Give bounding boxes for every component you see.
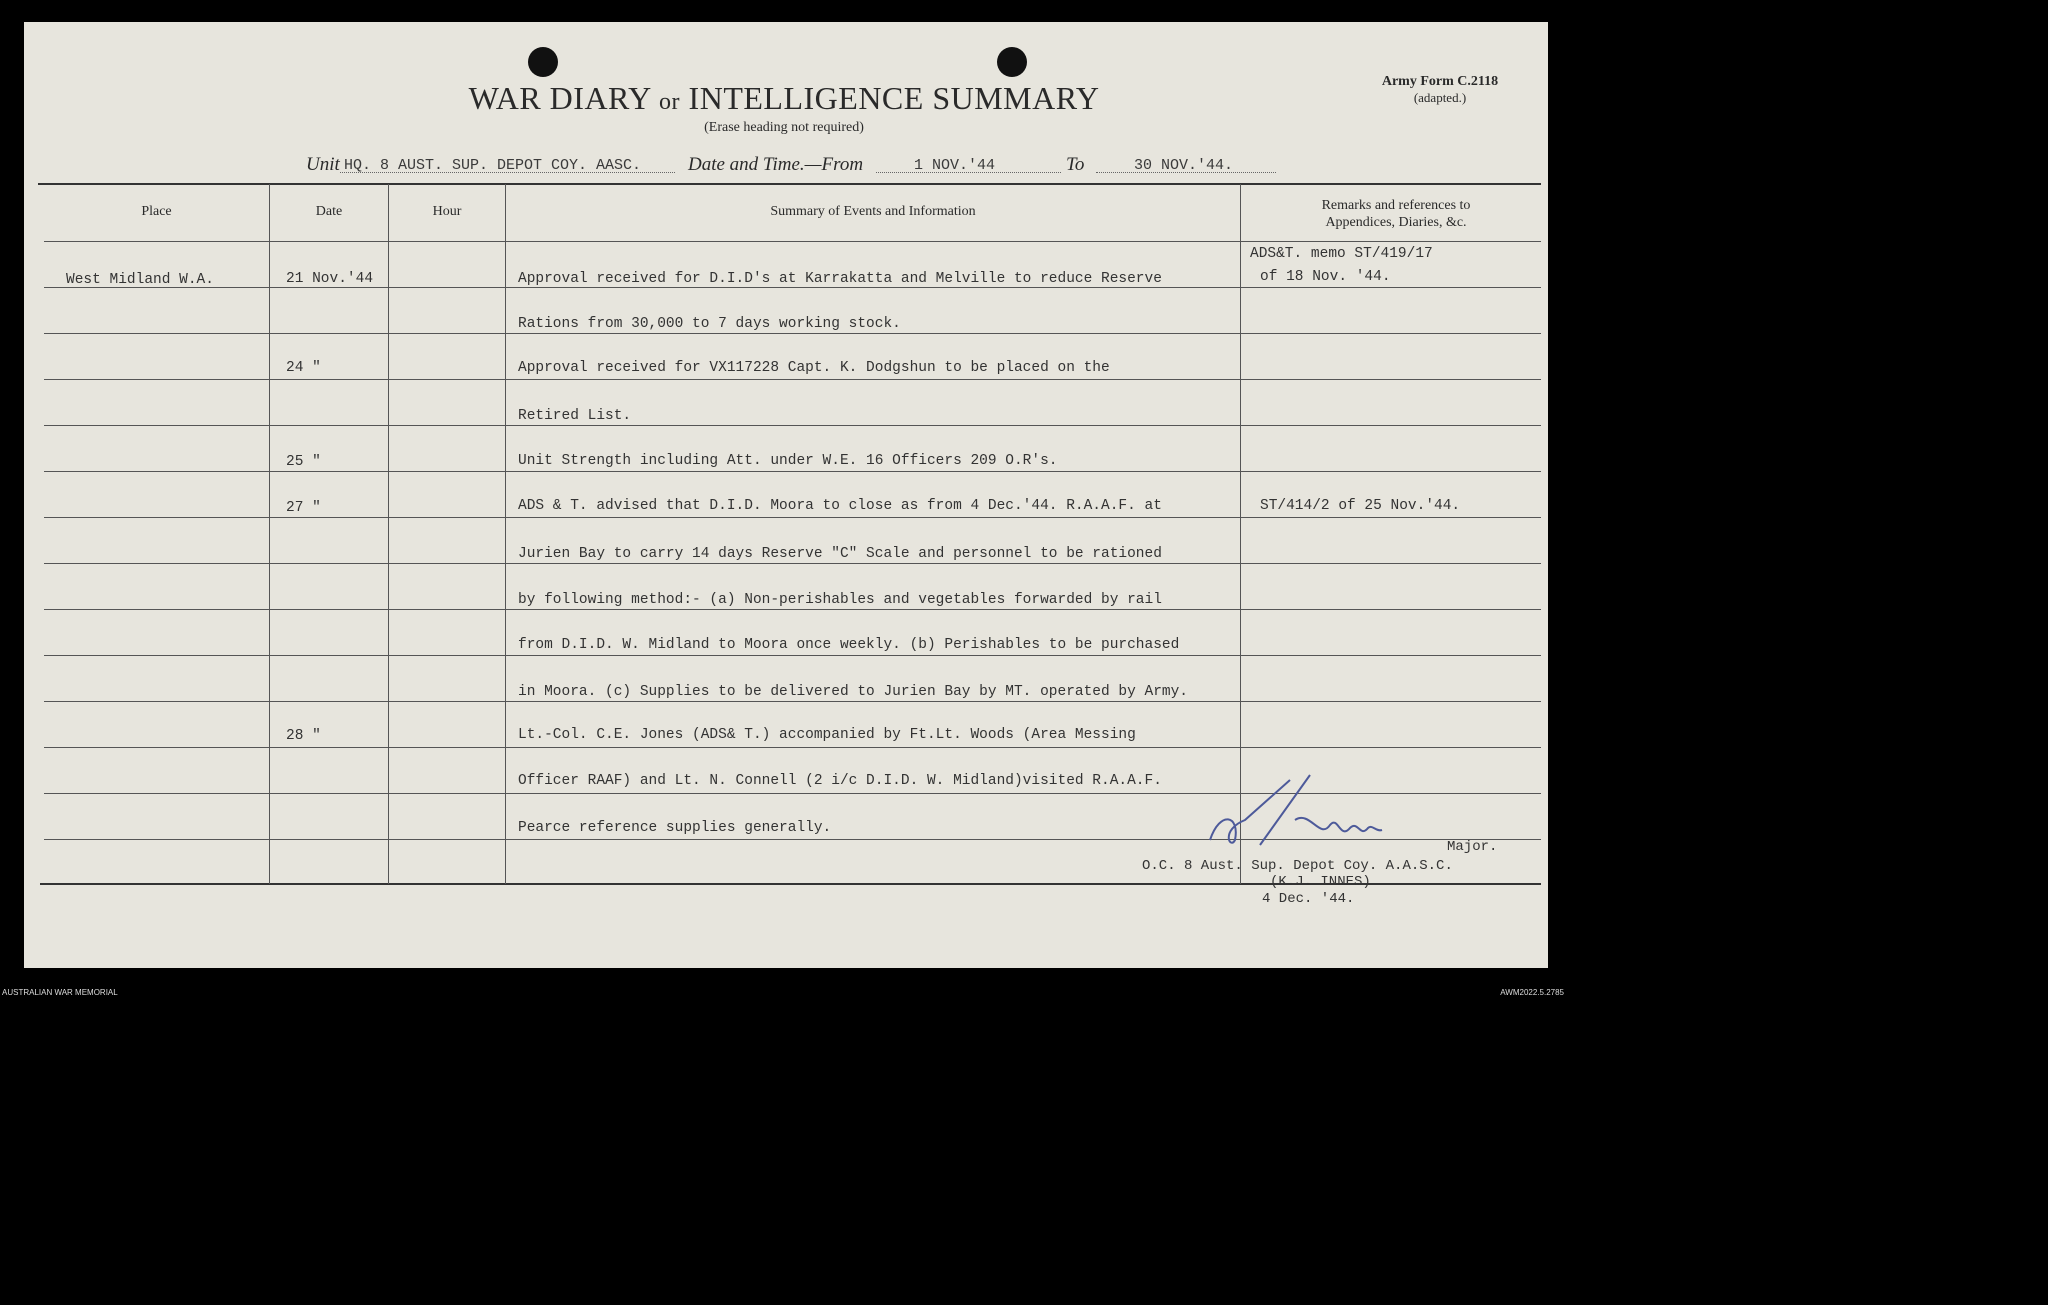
column-divider-hour (505, 184, 506, 884)
to-label: To (1066, 154, 1085, 175)
place-cell: West Midland W.A. (66, 272, 214, 288)
row-rule (44, 609, 1541, 610)
row-rule (44, 517, 1541, 518)
handwritten-signature (1200, 770, 1400, 860)
form-number (1360, 74, 1520, 106)
summary-cell: Rations from 30,000 to 7 days working stock. (518, 316, 901, 332)
summary-cell: from D.I.D. W. Midland to Moora once weekly. (b) Perishables to be purchased (518, 637, 1180, 653)
to-dotted-line (1096, 172, 1276, 173)
unit-value: HQ. 8 AUST. SUP. DEPOT COY. AASC. (344, 157, 642, 174)
table-top-border (38, 183, 1541, 185)
summary-cell: Approval received for VX117228 Capt. K. Dodgshun to be placed on the (518, 360, 1110, 376)
date-cell: 24 " (286, 360, 321, 376)
summary-cell: by following method:- (a) Non-perishables and vegetables forwarded by rail (518, 592, 1162, 608)
column-header-remarks (1250, 197, 1542, 231)
column-header-hour: Hour (432, 204, 462, 219)
column-header-date: Date (315, 204, 343, 219)
summary-cell: in Moora. (c) Supplies to be delivered to Jurien Bay by MT. operated by Army. (518, 684, 1189, 700)
column-header-summary: Summary of Events and Information (770, 204, 976, 219)
remarks-cell: of 18 Nov. '44. (1260, 269, 1391, 285)
row-rule (44, 747, 1541, 748)
footer-left: AUSTRALIAN WAR MEMORIAL (2, 988, 118, 997)
row-rule (44, 379, 1541, 380)
summary-cell: Unit Strength including Att. under W.E. 16 Officers 209 O.R's. (518, 453, 1058, 469)
row-rule (44, 333, 1541, 334)
column-header-place: Place (141, 204, 172, 219)
column-header-remarks-line1: Remarks and references to (1321, 198, 1471, 213)
column-divider-place (269, 184, 270, 884)
form-adapted-label: (adapted.) (1413, 90, 1467, 105)
footer-right: AWM2022.5.2785 (1500, 988, 1564, 997)
unit-label: Unit (306, 154, 340, 175)
summary-cell: Lt.-Col. C.E. Jones (ADS& T.) accompanied by Ft.Lt. Woods (Area Messing (518, 727, 1136, 743)
form-number-label: Army Form C.2118 (1381, 74, 1499, 89)
row-rule (44, 425, 1541, 426)
title-part-2: INTELLIGENCE SUMMARY (688, 80, 1100, 116)
page-subtitle: (Erase heading not required) (704, 120, 864, 135)
signature-title: O.C. 8 Aust. Sup. Depot Coy. A.A.S.C. (1142, 858, 1453, 874)
punch-hole-left (528, 47, 558, 77)
title-or: or (659, 89, 681, 115)
date-cell: 25 " (286, 454, 321, 470)
summary-cell: Approval received for D.I.D's at Karrakatta and Melville to reduce Reserve (518, 271, 1162, 287)
title-part-1: WAR DIARY (468, 80, 651, 116)
remarks-cell-line1: ADS&T. memo ST/419/17 (1250, 246, 1433, 262)
page-title (0, 80, 1568, 117)
signature-date: 4 Dec. '44. (1262, 891, 1355, 907)
signature-rank: Major. (1447, 839, 1498, 855)
unit-dotted-line (340, 172, 675, 173)
column-divider-date (388, 184, 389, 884)
row-rule (44, 563, 1541, 564)
date-cell: 21 Nov.'44 (286, 271, 374, 287)
from-value: 1 NOV.'44 (914, 157, 996, 174)
row-rule (44, 701, 1541, 702)
date-time-label: Date and Time.—From (688, 154, 864, 175)
summary-cell: Officer RAAF) and Lt. N. Connell (2 i/c D.I.D. W. Midland)visited R.A.A.F. (518, 773, 1162, 789)
row-rule (44, 655, 1541, 656)
date-cell: 27 " (286, 500, 321, 516)
column-header-remarks-line2: Appendices, Diaries, &c. (1325, 215, 1467, 230)
summary-cell: ADS & T. advised that D.I.D. Moora to close as from 4 Dec.'44. R.A.A.F. at (518, 498, 1162, 514)
date-cell: 28 " (286, 728, 321, 744)
to-value: 30 NOV.'44. (1134, 157, 1234, 174)
remarks-cell: ST/414/2 of 25 Nov.'44. (1260, 498, 1461, 514)
punch-hole-right (997, 47, 1027, 77)
summary-cell: Jurien Bay to carry 14 days Reserve "C" Scale and personnel to be rationed (518, 546, 1162, 562)
summary-cell: Pearce reference supplies generally. (518, 820, 832, 836)
row-rule (44, 471, 1541, 472)
signature-name: (K.J. INNES) (1270, 874, 1371, 890)
row-rule (44, 287, 1541, 288)
summary-cell: Retired List. (518, 408, 632, 424)
from-dotted-line (876, 172, 1061, 173)
